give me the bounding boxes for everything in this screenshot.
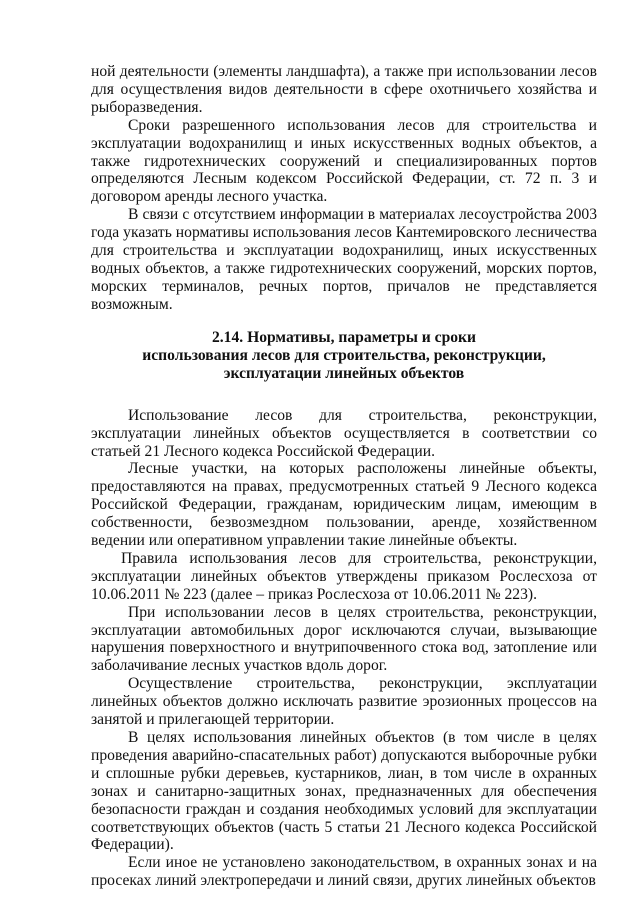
spacer [91, 393, 597, 407]
paragraph-erosion: Осуществление строительства, реконструкции, эксплуатации линейных объектов должно исключать развитие эрозионных процессов на занятой и прилегающей территории. [91, 675, 597, 729]
paragraph-protection-zones: Если иное не установлено законодательством, в охранных зонах и на просеках линий электропередачи и линий связи, других линейных объектов [91, 854, 597, 890]
paragraph-continuation: ной деятельности (элементы ландшафта), а также при использовании лесов для осуществления видов деятельности в сфере охотничьего хозяйства и рыборазведения. [91, 63, 597, 116]
paragraph-forest-plots: Лесные участки, на которых расположены линейные объекты, предоставляются на правах, предусмотренных статьей 9 Лесного кодекса Российской Федерации, гражданам, юридическим лицам, имеющим в собственности, безвозмездном пользовании, аренде, хозяйственном ведении или оперативном управлении такие линейные объекты. [91, 460, 597, 550]
section-heading-line-2: использования лесов для строительства, реконструкции, [142, 346, 546, 364]
section-heading [91, 329, 597, 383]
section-heading-line-3: эксплуатации линейных объектов [223, 364, 465, 382]
paragraph-felling: В целях использования линейных объектов (в том числе в целях проведения аварийно-спасательных работ) допускаются выборочные рубки и сплошные рубки деревьев, кустарников, лиан, в том числе в охранных зонах и санитарно-защитных зонах, предназначенных для обеспечения безопасности граждан и создания необходимых условий для эксплуатации соответствующих объектов (часть 5 статьи 21 Лесного кодекса Российской Федерации). [91, 729, 597, 854]
paragraph-rules-order: Правила использования лесов для строительства, реконструкции, эксплуатации линейных объектов утверждены приказом Рослесхоза от 10.06.2011 № 223 (далее – приказ Рослесхоза от 10.06.2011 № 223). [91, 549, 597, 603]
paragraph-use-of-forests: Использование лесов для строительства, реконструкции, эксплуатации линейных объектов осуществляется в соответствии со статьей 21 Лесного кодекса Российской Федерации. [91, 406, 597, 460]
paragraph-roads: При использовании лесов в целях строительства, реконструкции, эксплуатации автомобильных дорог исключаются случаи, вызывающие нарушения поверхностного и внутрипочвенного стока вод, затопление или заболачивание лесных участков вдоль дорог. [91, 603, 597, 675]
paragraph-terms-water-objects: Сроки разрешенного использования лесов для строительства и эксплуатации водохранилищ и иных искусственных водных объектов, а также гидротехнических сооружений и специализированных портов определяются Лесным кодексом Российской Федерации, ст. 72 п. 3 и договором аренды лесного участка. [91, 116, 597, 206]
document-body [91, 63, 597, 890]
paragraph-no-information: В связи с отсутствием информации в материалах лесоустройства 2003 года указать нормативы использования лесов Кантемировского лесничества для строительства и эксплуатации водохранилищ, иных искусственных водных объектов, а также гидротехнических сооружений, морских портов, морских терминалов, речных портов, причалов не представляется возможным. [91, 206, 597, 313]
section-heading-line-1: 2.14. Нормативы, параметры и сроки [211, 328, 477, 346]
